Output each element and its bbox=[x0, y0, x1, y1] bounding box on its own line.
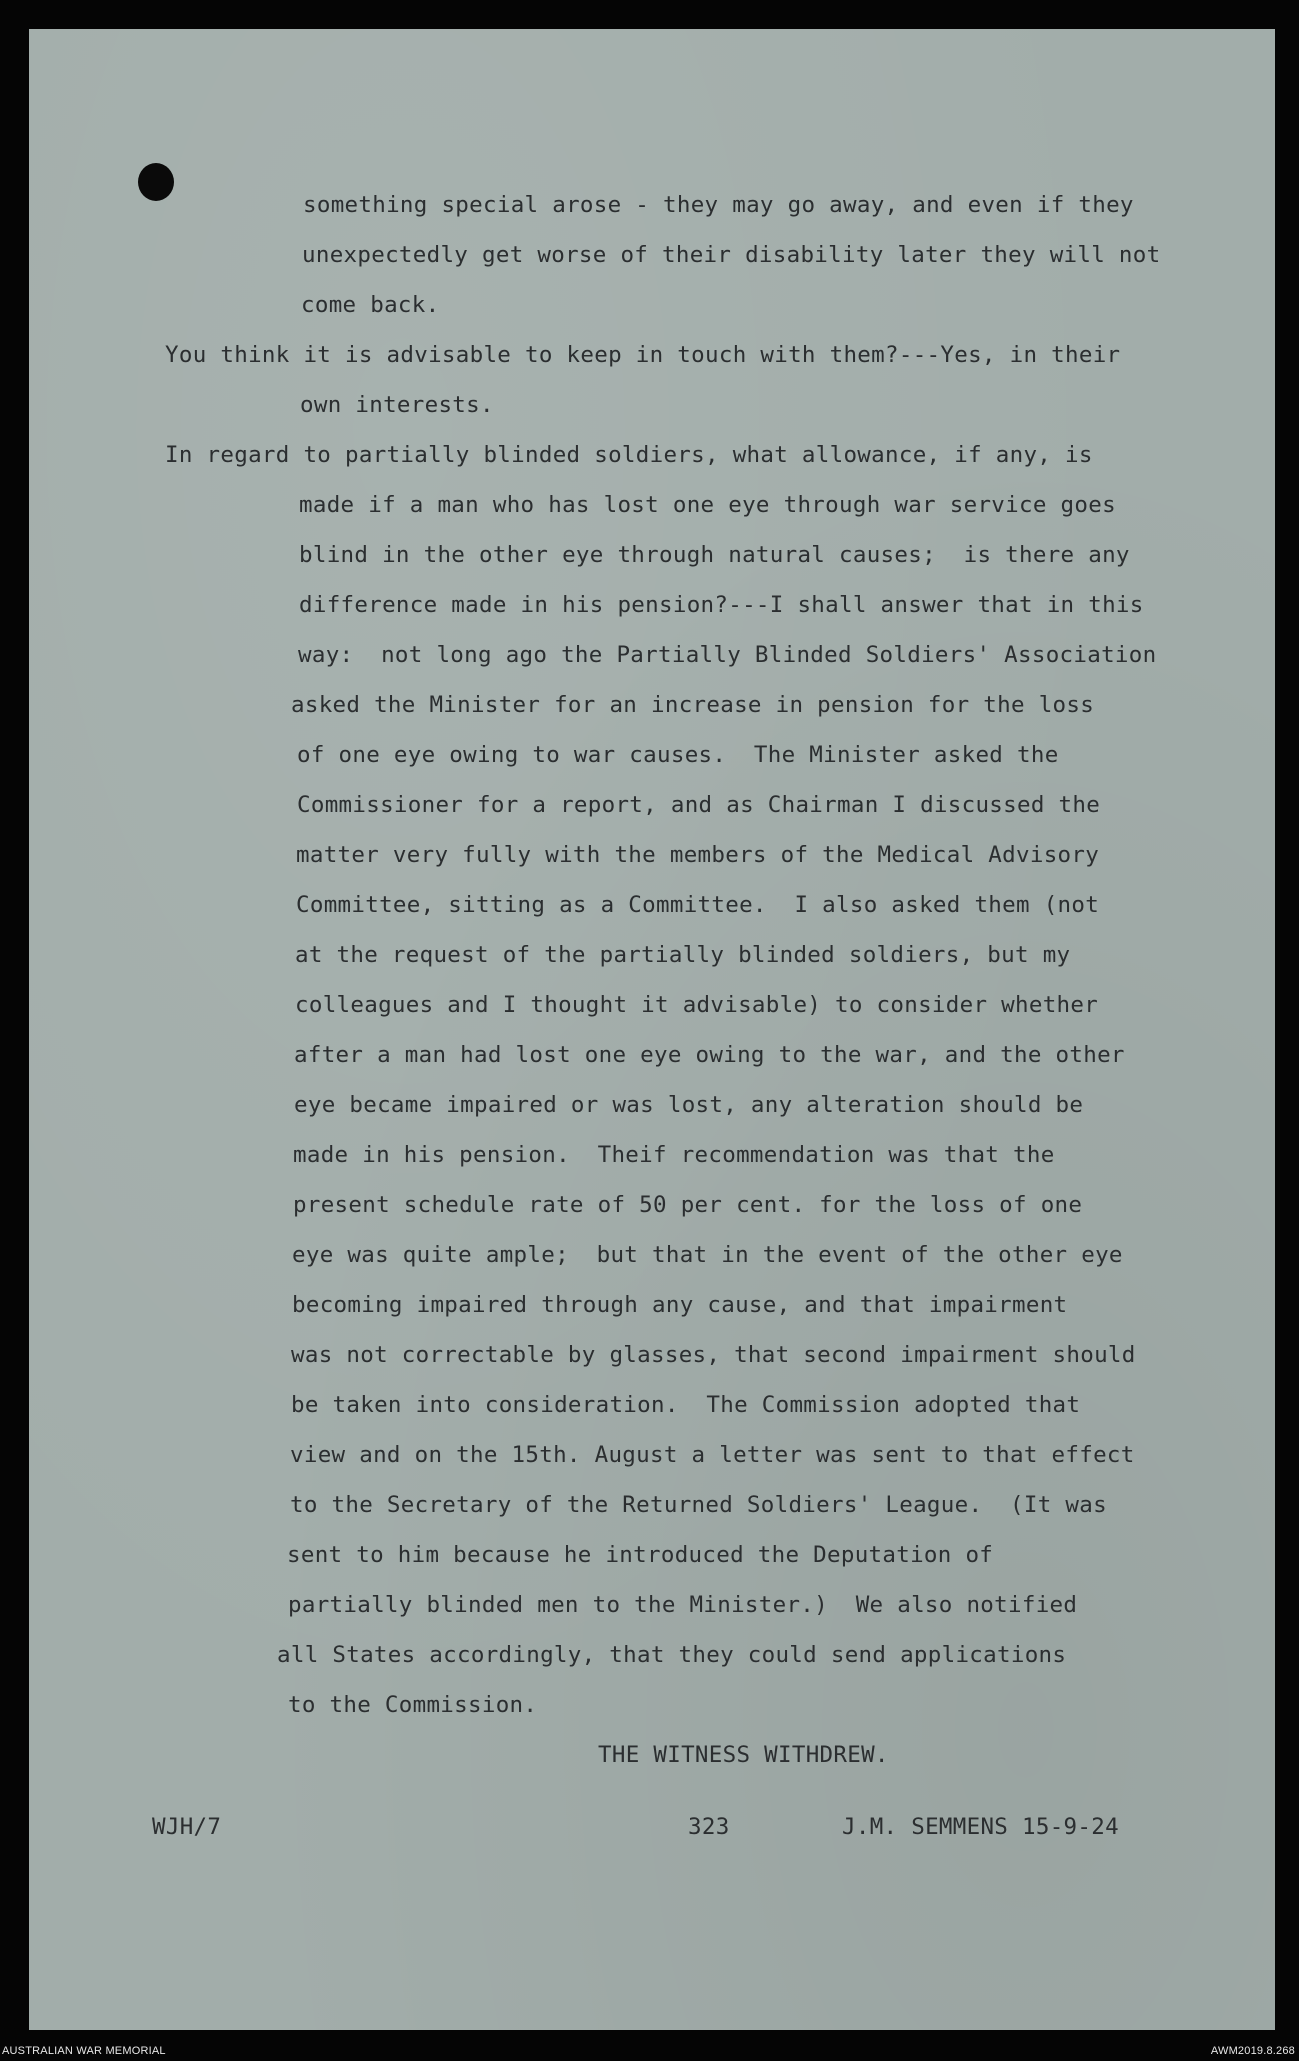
archive-footer-bar bbox=[0, 2040, 1299, 2061]
text-line: eye was quite ample; but that in the event of the other eye bbox=[292, 1242, 1123, 1268]
text-line: sent to him because he introduced the Deputation of bbox=[287, 1542, 994, 1568]
text-line: at the request of the partially blinded soldiers, but my bbox=[295, 942, 1071, 968]
text-line: difference made in his pension?---I shall answer that in this bbox=[299, 592, 1144, 618]
text-line: In regard to partially blinded soldiers, what allowance, if any, is bbox=[165, 442, 1093, 468]
text-line: present schedule rate of 50 per cent. for the loss of one bbox=[293, 1192, 1083, 1218]
text-line: blind in the other eye through natural causes; is there any bbox=[299, 542, 1130, 568]
witness-and-date: J.M. SEMMENS 15-9-24 bbox=[842, 1814, 1119, 1840]
text-line: colleagues and I thought it advisable) to consider whether bbox=[295, 992, 1099, 1018]
text-line: matter very fully with the members of the Medical Advisory bbox=[296, 842, 1100, 868]
text-line: becoming impaired through any cause, and that impairment bbox=[292, 1292, 1068, 1318]
text-line: Commissioner for a report, and as Chairman I discussed the bbox=[297, 792, 1101, 818]
text-line: come back. bbox=[301, 292, 440, 318]
text-line: asked the Minister for an increase in pension for the loss bbox=[291, 692, 1095, 718]
typist-reference: WJH/7 bbox=[152, 1814, 222, 1840]
text-line: unexpectedly get worse of their disability later they will not bbox=[302, 242, 1161, 268]
text-line: to the Commission. bbox=[288, 1692, 538, 1718]
text-line: eye became impaired or was lost, any alteration should be bbox=[294, 1092, 1084, 1118]
punch-hole bbox=[138, 163, 174, 201]
text-line: own interests. bbox=[300, 392, 494, 418]
archive-reference: AWM2019.8.268 bbox=[1210, 2045, 1295, 2057]
archive-label: AUSTRALIAN WAR MEMORIAL bbox=[2, 2045, 166, 2057]
text-line: You think it is advisable to keep in touch with them?---Yes, in their bbox=[165, 342, 1121, 368]
text-line: be taken into consideration. The Commission adopted that bbox=[291, 1392, 1081, 1418]
text-line: to the Secretary of the Returned Soldiers' League. (It was bbox=[290, 1492, 1107, 1518]
text-line: of one eye owing to war causes. The Minister asked the bbox=[297, 742, 1059, 768]
text-line: all States accordingly, that they could send applications bbox=[277, 1642, 1067, 1668]
text-line: was not correctable by glasses, that second impairment should bbox=[291, 1342, 1136, 1368]
witness-withdrew-note: THE WITNESS WITHDREW. bbox=[598, 1742, 889, 1768]
text-line: made in his pension. Theif recommendation was that the bbox=[293, 1142, 1055, 1168]
text-line: Committee, sitting as a Committee. I also asked them (not bbox=[296, 892, 1100, 918]
text-line: made if a man who has lost one eye through war service goes bbox=[299, 492, 1116, 518]
text-line: partially blinded men to the Minister.) We also notified bbox=[288, 1592, 1078, 1618]
page-number: 323 bbox=[688, 1814, 730, 1840]
typewritten-page bbox=[29, 29, 1275, 2030]
text-line: view and on the 15th. August a letter was sent to that effect bbox=[290, 1442, 1135, 1468]
text-line: after a man had lost one eye owing to the war, and the other bbox=[294, 1042, 1125, 1068]
text-line: something special arose - they may go away, and even if they bbox=[303, 192, 1134, 218]
text-line: way: not long ago the Partially Blinded Soldiers' Association bbox=[298, 642, 1157, 668]
